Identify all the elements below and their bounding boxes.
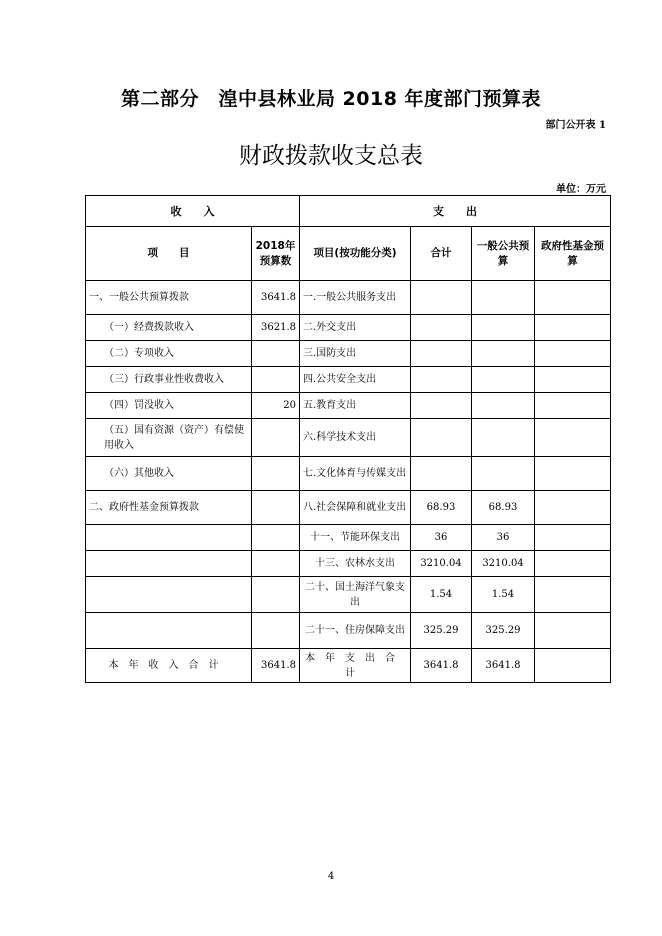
table-row [86, 341, 611, 367]
income-total-label: 本年收入合计 [86, 649, 252, 683]
income-item: （三）行政事业性收费收入 [86, 367, 252, 393]
total-value: 36 [411, 525, 472, 551]
fund-value [535, 457, 611, 491]
expense-item: 七.文化体育与传媒支出 [300, 457, 411, 491]
total-value [411, 281, 472, 315]
income-value [252, 341, 300, 367]
table-code: 部门公开表 1 [545, 120, 606, 131]
general-value: 68.93 [472, 491, 535, 525]
income-value [252, 613, 300, 649]
table-row [86, 315, 611, 341]
income-total-value: 3641.8 [252, 649, 300, 683]
expense-item: 四.公共安全支出 [300, 367, 411, 393]
fund-value [535, 393, 611, 419]
table-title: 财政拨款收支总表 [239, 143, 423, 169]
general-value [472, 315, 535, 341]
fund-value [535, 551, 611, 577]
col-fund-header: 政府性基金预算 [535, 227, 611, 281]
income-item [86, 613, 252, 649]
general-value [472, 341, 535, 367]
expense-total-label: 本年支出合计 [300, 649, 411, 683]
general-total-value: 3641.8 [472, 649, 535, 683]
page-title: 第二部分 湟中县林业局 2018 年度部门预算表 [120, 88, 542, 110]
expense-item: 二.外交支出 [300, 315, 411, 341]
general-value [472, 281, 535, 315]
table-row [86, 419, 611, 457]
expense-header: 支 出 [300, 196, 611, 227]
fund-value [535, 525, 611, 551]
col-expense-item-header: 项目(按功能分类) [300, 227, 411, 281]
table-row [86, 457, 611, 491]
table-row [86, 525, 611, 551]
income-item: 一、一般公共预算拨款 [86, 281, 252, 315]
expense-item: 二十、国土海洋气象支出 [300, 577, 411, 613]
table-row [86, 281, 611, 315]
income-item: （二）专项收入 [86, 341, 252, 367]
income-value [252, 367, 300, 393]
fund-value [535, 341, 611, 367]
expense-item: 十三、农林水支出 [300, 551, 411, 577]
income-value [252, 457, 300, 491]
income-item [86, 551, 252, 577]
total-value [411, 315, 472, 341]
expense-item: 五.教育支出 [300, 393, 411, 419]
general-value: 36 [472, 525, 535, 551]
income-item [86, 525, 252, 551]
total-value: 68.93 [411, 491, 472, 525]
fund-total-value [535, 649, 611, 683]
income-value: 3641.8 [252, 281, 300, 315]
total-value: 325.29 [411, 613, 472, 649]
expense-item: 八.社会保障和就业支出 [300, 491, 411, 525]
budget-table [85, 195, 611, 683]
total-value [411, 393, 472, 419]
total-value: 1.54 [411, 577, 472, 613]
income-item: （一）经费拨款收入 [86, 315, 252, 341]
general-value: 1.54 [472, 577, 535, 613]
general-value [472, 393, 535, 419]
col-budget-header: 2018年预算数 [252, 227, 300, 281]
expense-item: 一.一般公共服务支出 [300, 281, 411, 315]
fund-value [535, 491, 611, 525]
general-value [472, 419, 535, 457]
total-value: 3210.04 [411, 551, 472, 577]
col-total-header: 合计 [411, 227, 472, 281]
total-value [411, 367, 472, 393]
general-value [472, 367, 535, 393]
fund-value [535, 281, 611, 315]
income-value [252, 419, 300, 457]
total-row [86, 649, 611, 683]
table-row [86, 393, 611, 419]
unit-label: 单位：万元 [556, 184, 606, 195]
expense-item: 十一、节能环保支出 [300, 525, 411, 551]
table-row [86, 551, 611, 577]
general-value [472, 457, 535, 491]
income-item: （四）罚没收入 [86, 393, 252, 419]
table-row [86, 613, 611, 649]
total-value [411, 419, 472, 457]
expense-item: 三.国防支出 [300, 341, 411, 367]
income-item [86, 577, 252, 613]
header-row-top [86, 196, 611, 227]
table-row [86, 491, 611, 525]
fund-value [535, 613, 611, 649]
header-row-columns [86, 227, 611, 281]
expense-item: 二十一、住房保障支出 [300, 613, 411, 649]
income-value [252, 525, 300, 551]
fund-value [535, 577, 611, 613]
col-item-header: 项 目 [86, 227, 252, 281]
income-value [252, 577, 300, 613]
fund-value [535, 315, 611, 341]
income-value: 3621.8 [252, 315, 300, 341]
general-value: 3210.04 [472, 551, 535, 577]
total-value [411, 457, 472, 491]
total-total-value: 3641.8 [411, 649, 472, 683]
income-value: 20 [252, 393, 300, 419]
fund-value [535, 419, 611, 457]
table-row [86, 367, 611, 393]
income-header: 收 入 [86, 196, 300, 227]
page-number: 4 [327, 871, 335, 882]
fund-value [535, 367, 611, 393]
general-value: 325.29 [472, 613, 535, 649]
income-value [252, 491, 300, 525]
total-value [411, 341, 472, 367]
col-general-header: 一般公共预算 [472, 227, 535, 281]
expense-item: 六.科学技术支出 [300, 419, 411, 457]
income-item: 二、政府性基金预算拨款 [86, 491, 252, 525]
table-row [86, 577, 611, 613]
income-item: （六）其他收入 [86, 457, 252, 491]
income-item: （五）国有资源（资产）有偿使用收入 [86, 419, 252, 457]
income-value [252, 551, 300, 577]
